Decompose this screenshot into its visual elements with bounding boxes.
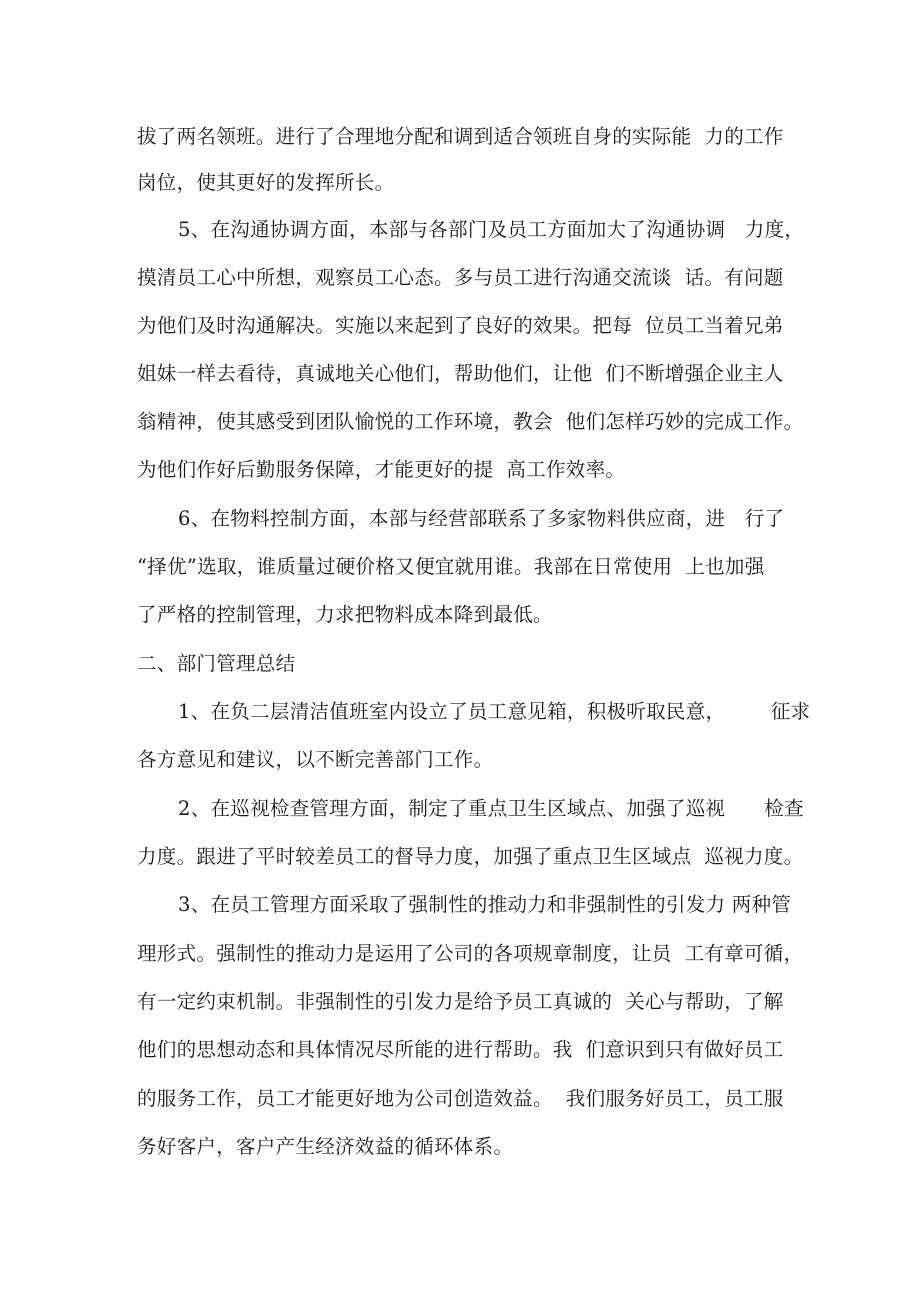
- text-line: 各方意见和建议，以不断完善部门工作。: [137, 748, 494, 771]
- text-line: 为他们作好后勤服务保障，才能更好的提 高工作效率。: [137, 458, 626, 481]
- paragraph-line: 2、在巡视检查管理方面，制定了重点卫生区域点、加强了巡视 检查: [178, 797, 804, 820]
- paragraph-line: 1、在负二层清洁值班室内设立了员工意见箱，积极听取民意， 征求: [178, 700, 811, 723]
- paragraph-line: 3、在员工管理方面采取了强制性的推动力和非强制性的引发力 两种管: [178, 893, 792, 916]
- paragraph-line: 6、在物料控制方面，本部与经营部联系了多家物料供应商，进 行了: [178, 507, 785, 530]
- section-heading: 二、部门管理总结: [137, 652, 296, 675]
- text-line: 的服务工作，员工才能更好地为公司创造效益。 我们服务好员工，员工服: [137, 1087, 784, 1110]
- text-line: 了严格的控制管理，力求把物料成本降到最低。: [137, 603, 553, 626]
- text-line: 理形式。强制性的推动力是运用了公司的各项规章制度，让员 工有章可循，: [137, 942, 804, 965]
- text-line: “择优”选取，谁质量过硬价格又便宜就用谁。我部在日常使用 上也加强: [137, 555, 765, 578]
- text-line: 有一定约束机制。非强制性的引发力是给予员工真诚的 关心与帮助，了解: [137, 990, 784, 1013]
- paragraph-line: 5、在沟通协调方面，本部与各部门及员工方面加大了沟通协调 力度，: [178, 218, 805, 241]
- text-line: 为他们及时沟通解决。实施以来起到了良好的效果。把每 位员工当着兄弟: [137, 314, 784, 337]
- text-line: 岗位，使其更好的发挥所长。: [137, 171, 395, 194]
- text-line: 姐妹一样去看待，真诚地关心他们，帮助他们，让他 们不断增强企业主人: [137, 362, 784, 385]
- text-line: 他们的思想动态和具体情况尽所能的进行帮助。我 们意识到只有做好员工: [137, 1038, 784, 1061]
- text-line: 务好客户，客户产生经济效益的循环体系。: [137, 1135, 514, 1158]
- text-line: 摸清员工心中所想，观察员工心态。多与员工进行沟通交流谈 话。有问题: [137, 266, 784, 289]
- text-line: 拔了两名领班。进行了合理地分配和调到适合领班自身的实际能 力的工作: [137, 125, 784, 148]
- text-line: 翁精神，使其感受到团队愉悦的工作环境，教会 他们怎样巧妙的完成工作。: [137, 410, 804, 433]
- text-line: 力度。跟进了平时较差员工的督导力度，加强了重点卫生区域点 巡视力度。: [137, 845, 804, 868]
